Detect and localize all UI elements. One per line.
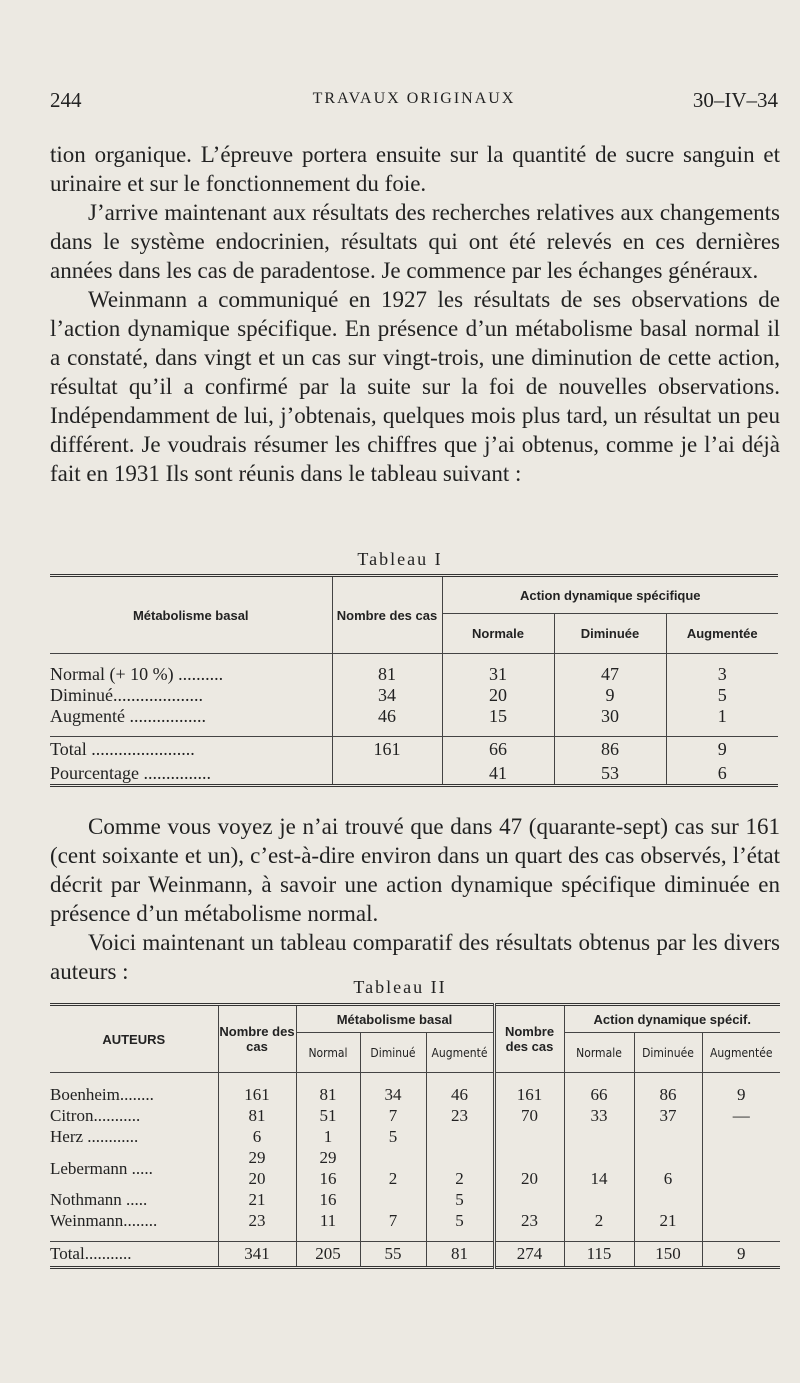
cell: 86	[634, 1085, 702, 1106]
cell-diminuee: 53	[554, 763, 666, 786]
cell	[564, 1127, 634, 1148]
cell: 2	[360, 1169, 426, 1190]
author: Lebermann .....	[50, 1158, 153, 1178]
cell: 1	[296, 1127, 360, 1148]
cell: 6	[634, 1169, 702, 1190]
row-label: Total .......................	[50, 739, 195, 760]
paragraph: J’arrive maintenant aux résultats des recherches relatives aux changements dans le système endocrinien, résultats qui ont été relevés en ces dernières années dans les cas de paradentose. Je commence par les échanges généraux.	[50, 200, 780, 283]
cell: 55	[360, 1242, 426, 1268]
cell	[494, 1190, 564, 1211]
cell: 7	[360, 1211, 426, 1232]
table-1	[50, 574, 778, 787]
cell: 70	[494, 1106, 564, 1127]
cell: 205	[296, 1242, 360, 1268]
cell-normale: 15	[442, 706, 554, 727]
paragraph: tion organique. L’épreuve portera ensuite sur la quantité de sucre sanguin et urinaire et sur le fonctionnement du foie.	[50, 142, 780, 196]
col-m-diminue: Diminué	[360, 1033, 426, 1073]
paragraph: Voici maintenant un tableau comparatif des résultats obtenus par les divers auteurs :	[50, 930, 780, 984]
cell: 14	[564, 1169, 634, 1190]
cell: 23	[494, 1211, 564, 1232]
cell-normale: 31	[442, 664, 554, 685]
cell: 274	[494, 1242, 564, 1268]
cell-nombre: 161	[332, 737, 442, 763]
cell-diminuee: 30	[554, 706, 666, 727]
cell: 20	[218, 1169, 296, 1190]
table-row	[50, 1127, 780, 1148]
table-row	[50, 664, 778, 685]
cell: 9	[702, 1242, 780, 1268]
cell: 20	[494, 1169, 564, 1190]
col-nombre: Nombre des cas	[332, 576, 442, 654]
cell	[702, 1169, 780, 1190]
running-header	[50, 88, 778, 118]
header-date: 30–IV–34	[692, 88, 778, 112]
author: Boenheim........	[50, 1085, 154, 1104]
cell-augmentee: 5	[666, 685, 778, 706]
col-metabolisme: Métabolisme basal	[296, 1005, 494, 1033]
cell: 21	[218, 1190, 296, 1211]
cell	[702, 1127, 780, 1148]
table-row-total	[50, 1242, 780, 1268]
cell: 2	[564, 1211, 634, 1232]
row-label: Diminué....................	[50, 684, 203, 705]
paragraph: Weinmann a communiqué en 1927 les résultats de ses observations de l’action dynamique spécifique. En présence d’un métabolisme basal normal il a constaté, dans vingt et un cas sur vingt-trois, une diminution de cette action, résultat qu’il a confirmé par la suite sur la foi de nouvelles observations. Indépendamment de lui, j’obtenais, quelques mois plus tard, un résultat un peu différent. Je voudrais résumer les chiffres que j’ai obtenus, comme je l’ai déjà fait en 1931 Ils sont réunis dans le tableau suivant :	[50, 287, 780, 486]
cell: 21	[634, 1211, 702, 1232]
cell: 161	[494, 1085, 564, 1106]
cell: 66	[564, 1085, 634, 1106]
cell	[426, 1148, 494, 1169]
author: Total...........	[50, 1244, 132, 1263]
cell: 150	[634, 1242, 702, 1268]
cell-diminuee: 86	[554, 737, 666, 763]
table-row	[50, 1106, 780, 1127]
cell: 7	[360, 1106, 426, 1127]
cell	[426, 1127, 494, 1148]
table-row	[50, 1190, 780, 1211]
table-row-total	[50, 737, 778, 763]
body-text-middle	[50, 812, 780, 986]
running-title: TRAVAUX ORIGINAUX	[312, 90, 516, 107]
table-row	[50, 1211, 780, 1232]
cell: 34	[360, 1085, 426, 1106]
author: Nothmann .....	[50, 1190, 148, 1209]
cell: 161	[218, 1085, 296, 1106]
cell: 23	[218, 1211, 296, 1232]
cell: 9	[702, 1085, 780, 1106]
cell	[494, 1148, 564, 1169]
cell: 2	[426, 1169, 494, 1190]
cell-diminuee: 9	[554, 685, 666, 706]
cell: 23	[426, 1106, 494, 1127]
cell: 11	[296, 1211, 360, 1232]
author: Herz ............	[50, 1127, 139, 1146]
col-nombre-1: Nombre des cas	[218, 1005, 296, 1073]
cell	[494, 1127, 564, 1148]
cell: 81	[296, 1085, 360, 1106]
body-text-top	[50, 140, 780, 488]
table-row	[50, 1148, 780, 1169]
table-2	[50, 1003, 780, 1269]
cell-augmentee: 3	[666, 664, 778, 685]
cell-nombre: 46	[332, 706, 442, 727]
author: Citron...........	[50, 1106, 141, 1125]
col-a-augmentee: Augmentée	[702, 1033, 780, 1073]
cell	[360, 1148, 426, 1169]
col-m-augmente: Augmenté	[426, 1033, 494, 1073]
table-row	[50, 1085, 780, 1106]
cell: 5	[426, 1190, 494, 1211]
col-a-normale: Normale	[564, 1033, 634, 1073]
cell: 5	[360, 1127, 426, 1148]
cell-augmentee: 1	[666, 706, 778, 727]
cell: 81	[426, 1242, 494, 1268]
cell-normale: 20	[442, 685, 554, 706]
cell: 341	[218, 1242, 296, 1268]
cell-nombre: 34	[332, 685, 442, 706]
row-label: Pourcentage ...............	[50, 762, 211, 783]
cell: 115	[564, 1242, 634, 1268]
paragraph: Comme vous voyez je n’ai trouvé que dans 47 (quarante-sept) cas sur 161 (cent soixante et un), c’est-à-dire environ dans un quart des cas observés, l’état décrit par Weinmann, à savoir une action dynamique spécifique diminuée en présence d’un métabolisme normal.	[50, 814, 780, 926]
cell: 46	[426, 1085, 494, 1106]
cell-augmentee: 6	[666, 763, 778, 786]
cell-diminuee: 47	[554, 664, 666, 685]
cell: 6	[218, 1127, 296, 1148]
page-number: 244	[50, 88, 82, 112]
cell: 51	[296, 1106, 360, 1127]
col-action: Action dynamique spécifique	[442, 576, 778, 614]
col-metabolisme: Métabolisme basal	[50, 576, 332, 654]
cell: 16	[296, 1169, 360, 1190]
cell-nombre	[332, 763, 442, 786]
table-caption: Tableau II	[353, 977, 447, 997]
col-action: Action dynamique spécif.	[564, 1005, 780, 1033]
col-diminuee: Diminuée	[554, 614, 666, 654]
table-row	[50, 685, 778, 706]
table-row	[50, 706, 778, 727]
cell	[634, 1148, 702, 1169]
col-a-diminuee: Diminuée	[634, 1033, 702, 1073]
cell	[702, 1148, 780, 1169]
cell	[702, 1211, 780, 1232]
cell	[360, 1190, 426, 1211]
col-nombre-2: Nombre des cas	[494, 1005, 564, 1073]
cell: 16	[296, 1190, 360, 1211]
col-normale: Normale	[442, 614, 554, 654]
table-row-percentage	[50, 763, 778, 786]
cell	[634, 1127, 702, 1148]
col-augmentee: Augmentée	[666, 614, 778, 654]
cell-normale: 41	[442, 763, 554, 786]
cell: 29	[296, 1148, 360, 1169]
cell: 81	[218, 1106, 296, 1127]
table-caption: Tableau I	[357, 549, 443, 569]
cell: 33	[564, 1106, 634, 1127]
cell-nombre: 81	[332, 664, 442, 685]
col-m-normal: Normal	[296, 1033, 360, 1073]
cell: 37	[634, 1106, 702, 1127]
row-label: Normal (+ 10 %) ..........	[50, 663, 224, 684]
col-auteurs: AUTEURS	[50, 1005, 218, 1073]
cell: 29	[218, 1148, 296, 1169]
cell-normale: 66	[442, 737, 554, 763]
cell-augmentee: 9	[666, 737, 778, 763]
cell	[702, 1190, 780, 1211]
row-label: Augmenté .................	[50, 705, 206, 726]
cell: —	[702, 1106, 780, 1127]
cell	[564, 1190, 634, 1211]
cell: 5	[426, 1211, 494, 1232]
cell	[634, 1190, 702, 1211]
author: Weinmann........	[50, 1211, 158, 1230]
cell	[564, 1148, 634, 1169]
